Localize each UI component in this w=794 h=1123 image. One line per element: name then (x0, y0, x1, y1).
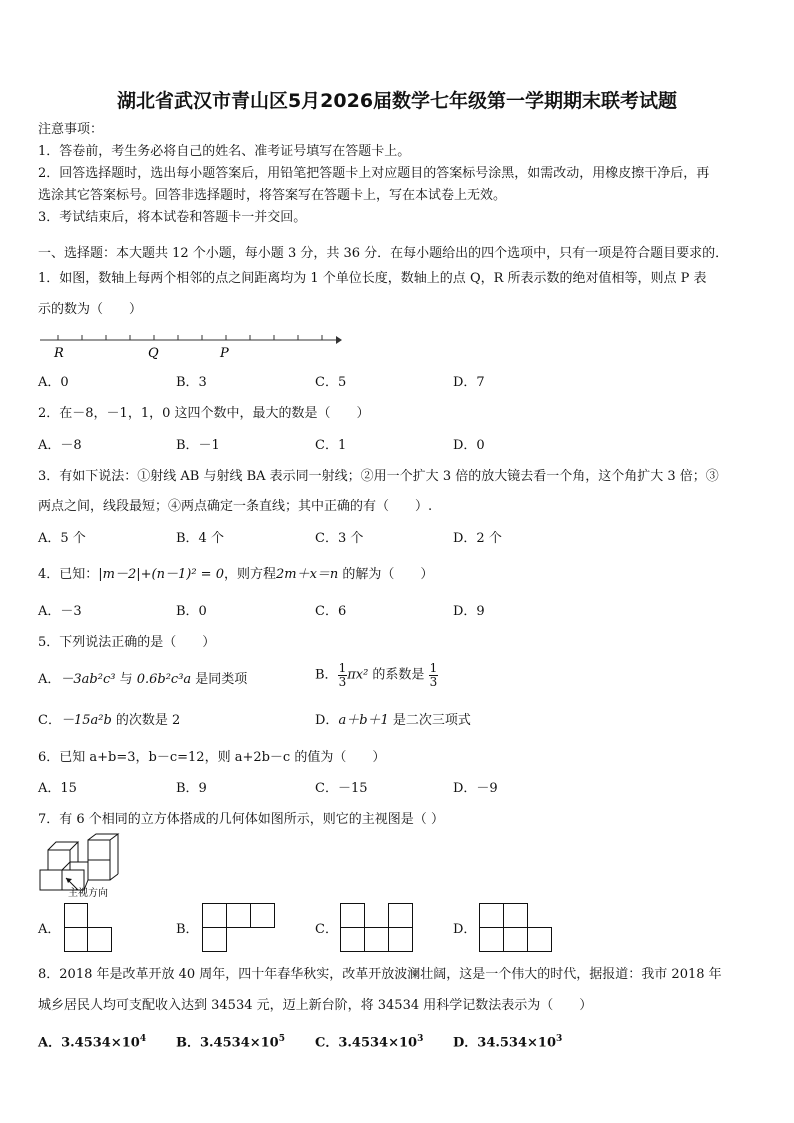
q2-option-c: C．1 (315, 438, 347, 453)
q7-option-b: B． (176, 922, 199, 937)
q7-stem: 7．有 6 个相同的立方体搭成的几何体如图所示，则它的主视图是（ ） (38, 812, 444, 827)
q7-option-a: A． (38, 922, 61, 937)
q1-stem: 1．如图，数轴上每两个相邻的点之间距离均为 1 个单位长度，数轴上的点 Q，R 所表示数的绝对值相等，则点 P 表 (38, 271, 707, 286)
q8-stem: 8．2018 年是改革开放 40 周年，四十年春华秋实，改革开放波澜壮阔，这是一个伟大的时代，据报道：我市 2018 年 (38, 967, 722, 982)
q6-option-c: C．－15 (315, 781, 368, 796)
q7-figure-d (479, 903, 554, 953)
notice-item: 1．答卷前，考生务必将自己的姓名、准考证号填写在答题卡上。 (38, 144, 411, 159)
q3-stem: 3．有如下说法：①射线 AB 与射线 BA 表示同一射线；②用一个扩大 3 倍的放大镜去看一个角，这个角扩大 3 倍；③ (38, 469, 719, 484)
q5-option-c: C．－15a²b 的次数是 2 (38, 713, 181, 728)
notice-item: 2．回答选择题时，选出每小题答案后，用铅笔把答题卡上对应题目的答案标号涂黑，如需改动，用橡皮擦干净后，再 (38, 166, 710, 181)
notice-item: 选涂其它答案标号。回答非选择题时，将答案写在答题卡上，写在本试卷上无效。 (38, 188, 507, 203)
q3-option-c: C．3 个 (315, 531, 364, 546)
section-heading: 一、选择题：本大题共 12 个小题，每小题 3 分，共 36 分．在每小题给出的四个选项中，只有一项是符合题目要求的． (38, 246, 729, 261)
q4-middle: ，则方程 (223, 567, 276, 582)
q4-option-d: D．9 (453, 604, 485, 619)
q1-stem: 示的数为（ ） (38, 302, 143, 317)
q1-option-d: D．7 (453, 375, 485, 390)
notice-item: 3．考试结束后，将本试卷和答题卡一并交回。 (38, 210, 307, 225)
q6-option-a: A．15 (38, 781, 77, 796)
q3-option-a: A．5 个 (38, 531, 86, 546)
axis-label-r: R (54, 346, 64, 361)
view-direction-label: 主视方向 (68, 888, 108, 899)
cube-stack-figure (38, 836, 128, 900)
q3-option-b: B．4 个 (176, 531, 224, 546)
q8-option-a: A．$3.4534\times 10^4$ (38, 1034, 147, 1051)
q5-option-b: B． $\frac{1}{3}$ πx² 的系数是 $\frac{1}{3}$ (315, 661, 438, 689)
q8-option-c: C．$3.4534\times 10^3$ (315, 1034, 424, 1051)
q7-figure-c (340, 903, 415, 953)
axis-label-q: Q (148, 346, 159, 361)
q2-stem: 2．在－8，－1，1，0 这四个数中，最大的数是（ ） (38, 406, 370, 421)
q4-option-c: C．6 (315, 604, 347, 619)
q7-figure-b (202, 903, 277, 953)
q1-option-c: C．5 (315, 375, 347, 390)
q6-option-b: B．9 (176, 781, 207, 796)
q4-stem (38, 566, 758, 584)
q2-option-d: D．0 (453, 438, 485, 453)
q4-option-b: B．0 (176, 604, 207, 619)
q4-prefix: 4．已知： (38, 567, 99, 582)
q3-option-d: D．2 个 (453, 531, 502, 546)
q8-option-b: B．$3.4534\times 10^5$ (176, 1034, 285, 1051)
q7-option-d: D． (453, 922, 477, 937)
q1-option-a: A．0 (38, 375, 69, 390)
notice-heading: 注意事项： (38, 122, 104, 137)
page-title: 湖北省武汉市青山区5月2026届数学七年级第一学期期末联考试题 (116, 90, 678, 112)
q2-option-b: B．－1 (176, 438, 220, 453)
q4-suffix: 的解为（ ） (338, 567, 434, 582)
q7-figure-a (64, 903, 114, 953)
q8-option-d: D．$34.534\times 10^3$ (453, 1034, 563, 1051)
q6-stem: 6．已知 a+b=3，b－c=12，则 a+2b－c 的值为（ ） (38, 750, 386, 765)
q7-option-c: C． (315, 922, 338, 937)
q3-stem: 两点之间，线段最短；④两点确定一条直线；其中正确的有（ ）. (38, 499, 433, 514)
q8-stem: 城乡居民人均可支配收入达到 34534 元，迈上新台阶，将 34534 用科学记数法表示为（ ） (38, 998, 593, 1013)
q4-equation: |m－2|+(n－1)² = 0 (98, 567, 224, 582)
number-line-figure (40, 330, 340, 364)
q5-stem: 5．下列说法正确的是（ ） (38, 635, 216, 650)
q2-option-a: A．－8 (38, 438, 82, 453)
q4-option-a: A．－3 (38, 604, 82, 619)
q6-option-d: D．－9 (453, 781, 498, 796)
q5-option-a: A．－3ab²c³ 与 0.6b²c³a 是同类项 (38, 672, 248, 687)
q5-option-d: D．a＋b＋1 是二次三项式 (315, 713, 471, 728)
q4-equation2: 2m＋x＝n (275, 567, 339, 582)
q1-option-b: B．3 (176, 375, 207, 390)
axis-label-p: P (220, 346, 229, 361)
